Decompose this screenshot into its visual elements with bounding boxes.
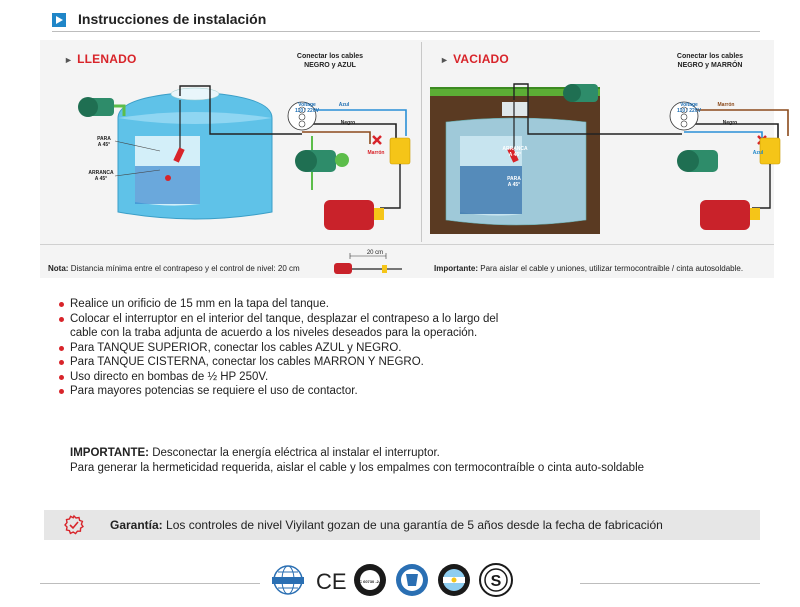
triangle-icon: ►	[440, 55, 450, 65]
guarantee-text: Garantía: Los controles de nivel Viyilant gozan de una garantía de 5 años desde la fecha de fabricación	[110, 518, 663, 532]
llenado-wire-2: Negro	[340, 120, 356, 126]
list-item: Para TANQUE SUPERIOR, conectar los cables AZUL y NEGRO.	[58, 341, 758, 356]
export-product-icon	[396, 564, 428, 596]
vaciado-wire-2: Negro	[722, 120, 738, 126]
list-item-continuation: cable con la traba adjunta de acuerdo a los niveles deseados para la operación.	[70, 327, 478, 339]
s-mark-icon	[480, 564, 512, 596]
llenado-connect-text: Conectar los cables NEGRO y AZUL	[296, 53, 364, 69]
counterweight	[165, 175, 171, 181]
x-mark	[373, 136, 381, 144]
footer-line-right	[580, 583, 760, 584]
vaciado-level-1: ARRANCA A 45°	[502, 146, 528, 158]
llenado-level-2: ARRANCA A 45°	[88, 170, 114, 182]
water-level	[135, 166, 200, 204]
vaciado-connect-text: Conectar los cables NEGRO y MARRÓN	[676, 53, 744, 69]
list-item: Realice un orificio de 15 mm en la tapa del tanque.	[58, 297, 758, 312]
llenado-level-1: PARA A 45°	[97, 136, 111, 148]
vaciado-wire-3: Azul	[752, 150, 764, 156]
argentina-industry-icon	[438, 564, 470, 596]
instructions-list	[58, 297, 758, 399]
warranty-badge-icon	[64, 515, 84, 535]
junction-box	[390, 138, 410, 164]
vaciado-illustration	[422, 40, 774, 244]
cistern-water	[460, 166, 522, 214]
list-item: Para TANQUE CISTERNA, conectar los cables MARRON Y NEGRO.	[58, 355, 758, 370]
llenado-wire-3: Marrón	[367, 150, 385, 156]
tank-lid	[171, 88, 219, 100]
list-item: Uso directo en bombas de ½ HP 250V.	[58, 370, 758, 385]
list-item: Colocar el interruptor en el interior del tanque, desplazar el contrapeso a lo largo del	[58, 312, 758, 327]
vaciado-title: ► VACIADO	[440, 52, 509, 66]
important-note: IMPORTANTE: Desconectar la energía eléctrica al instalar el interruptor. Para generar la hermeticidad requerida, aislar el cable y los empalmes con termocontraíble o cinta auto-soldable	[70, 447, 645, 474]
llenado-voltage: Voltage 110 / 220V	[295, 102, 319, 114]
globe-cert-icon	[272, 566, 304, 594]
footer-line-left	[40, 583, 260, 584]
vaciado-level-2: PARA A 45°	[507, 176, 521, 188]
section-title: Instrucciones de instalación	[78, 11, 267, 27]
vaciado-note: Importante: Para aislar el cable y uniones, utilizar termocontraible / cinta autosoldable.	[434, 264, 744, 273]
play-icon	[52, 13, 66, 27]
vaciado-wire-1: Marrón	[717, 102, 735, 108]
vaciado-voltage: Voltage 110 / 220V	[677, 102, 701, 114]
guarantee-bar	[44, 510, 760, 540]
ce-mark: CE	[316, 569, 347, 594]
section-header	[52, 10, 760, 32]
iec-cert-icon	[354, 564, 386, 596]
pump-motor	[78, 97, 98, 117]
llenado-wire-1: Azul	[338, 102, 350, 108]
triangle-icon: ►	[64, 55, 74, 65]
diagram-panel	[40, 40, 774, 278]
distance-label: 20 cm	[366, 250, 384, 256]
svg-text:IEC 60730 -2-15: IEC 60730 -2-15	[355, 579, 385, 584]
llenado-note: Nota: Distancia mínima entre el contrapeso y el control de nivel: 20 cm	[48, 264, 300, 273]
svg-text:S: S	[490, 573, 502, 590]
list-item: Para mayores potencias se requiere el uso de contactor.	[58, 384, 758, 399]
note-separator	[40, 244, 774, 245]
float-switch-red	[324, 200, 374, 230]
llenado-title: ► LLENADO	[64, 52, 137, 66]
certification-logos	[270, 562, 570, 600]
